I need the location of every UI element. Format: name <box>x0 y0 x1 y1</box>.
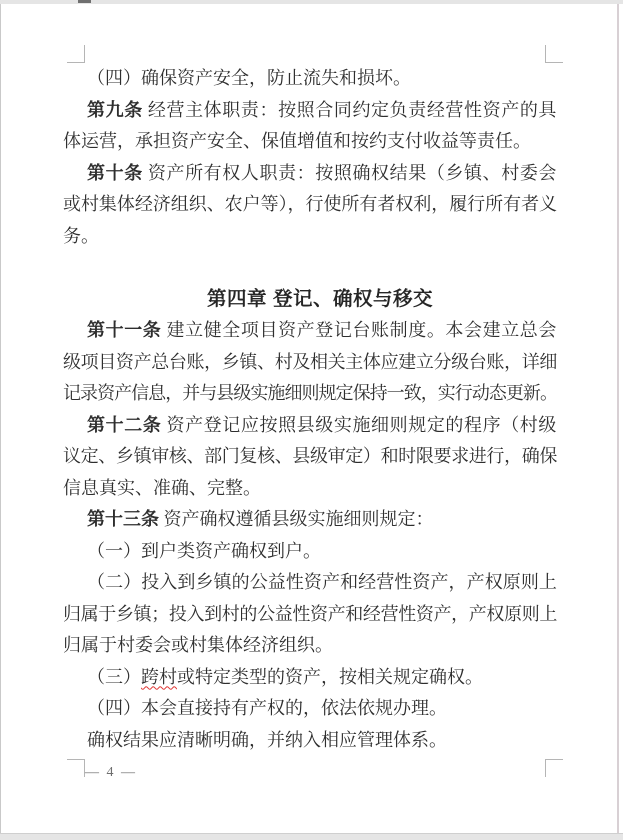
text-line: 第十二条 资产登记应按照县级实施细则规定的程序（村级 <box>87 414 558 435</box>
spellcheck-underline: 跨村 <box>141 666 177 687</box>
text-line: （二）投入到乡镇的公益性资产和经营性资产，产权原则上 <box>87 572 557 592</box>
text-line: （一）到户类资产确权到户。 <box>87 540 321 561</box>
page-number: — 4 — <box>85 765 137 780</box>
text-line: （四）确保资产安全，防止流失和损坏。 <box>87 68 411 88</box>
text-line: （四）本会直接持有产权的，依法依规办理。 <box>87 698 447 718</box>
text-boundary-mark-bottom-right <box>545 759 563 777</box>
text-line: 体运营，承担资产安全、保值增值和按约支付收益等责任。 <box>63 131 531 151</box>
text-boundary-mark-top-right <box>545 45 563 63</box>
text-boundary-mark-bottom-left <box>67 759 85 777</box>
text-line: 信息真实、准确、完整。 <box>63 477 261 498</box>
top-edge-marker <box>78 0 91 3</box>
text-line: 务。 <box>63 225 99 246</box>
document-text[interactable] <box>63 63 557 756</box>
text-line: 或村集体经济组织、农户等），行使所有者权利，履行所有者义 <box>63 194 557 214</box>
text-line: 归属于乡镇；投入到村的公益性资产和经营性资产，产权原则上 <box>63 603 557 624</box>
page-left-edge <box>0 4 1 833</box>
text-boundary-mark-top-left <box>67 45 85 63</box>
text-line: （三）跨村或特定类型的资产，按相关规定确权。 <box>87 666 483 687</box>
text-line: 级项目资产总台账，乡镇、村及相关主体应建立分级台账，详细 <box>63 351 557 372</box>
bottom-edge-strip <box>0 833 623 840</box>
text-line: 记录资产信息，并与县级实施细则规定保持一致，实行动态更新。 <box>63 383 557 403</box>
page-right-edge <box>617 4 619 833</box>
text-line: 第九条 经营主体职责：按照合同约定负责经营性资产的具 <box>87 99 558 120</box>
text-line: 第十三条 资产确权遵循县级实施细则规定： <box>87 509 434 529</box>
text-line: 议定、乡镇审核、部门复核、县级审定）和时限要求进行，确保 <box>63 446 557 466</box>
text-line: 确权结果应清晰明确，并纳入相应管理体系。 <box>87 729 447 750</box>
chapter-heading: 第四章 登记、确权与移交 <box>207 288 433 310</box>
text-line: 归属于村委会或村集体经济组织。 <box>63 635 333 655</box>
text-line: 第十一条 建立健全项目资产登记台账制度。本会建立总会 <box>87 320 558 340</box>
text-line: 第十条 资产所有权人职责：按照确权结果（乡镇、村委会 <box>87 162 558 183</box>
top-edge-strip <box>0 0 623 4</box>
